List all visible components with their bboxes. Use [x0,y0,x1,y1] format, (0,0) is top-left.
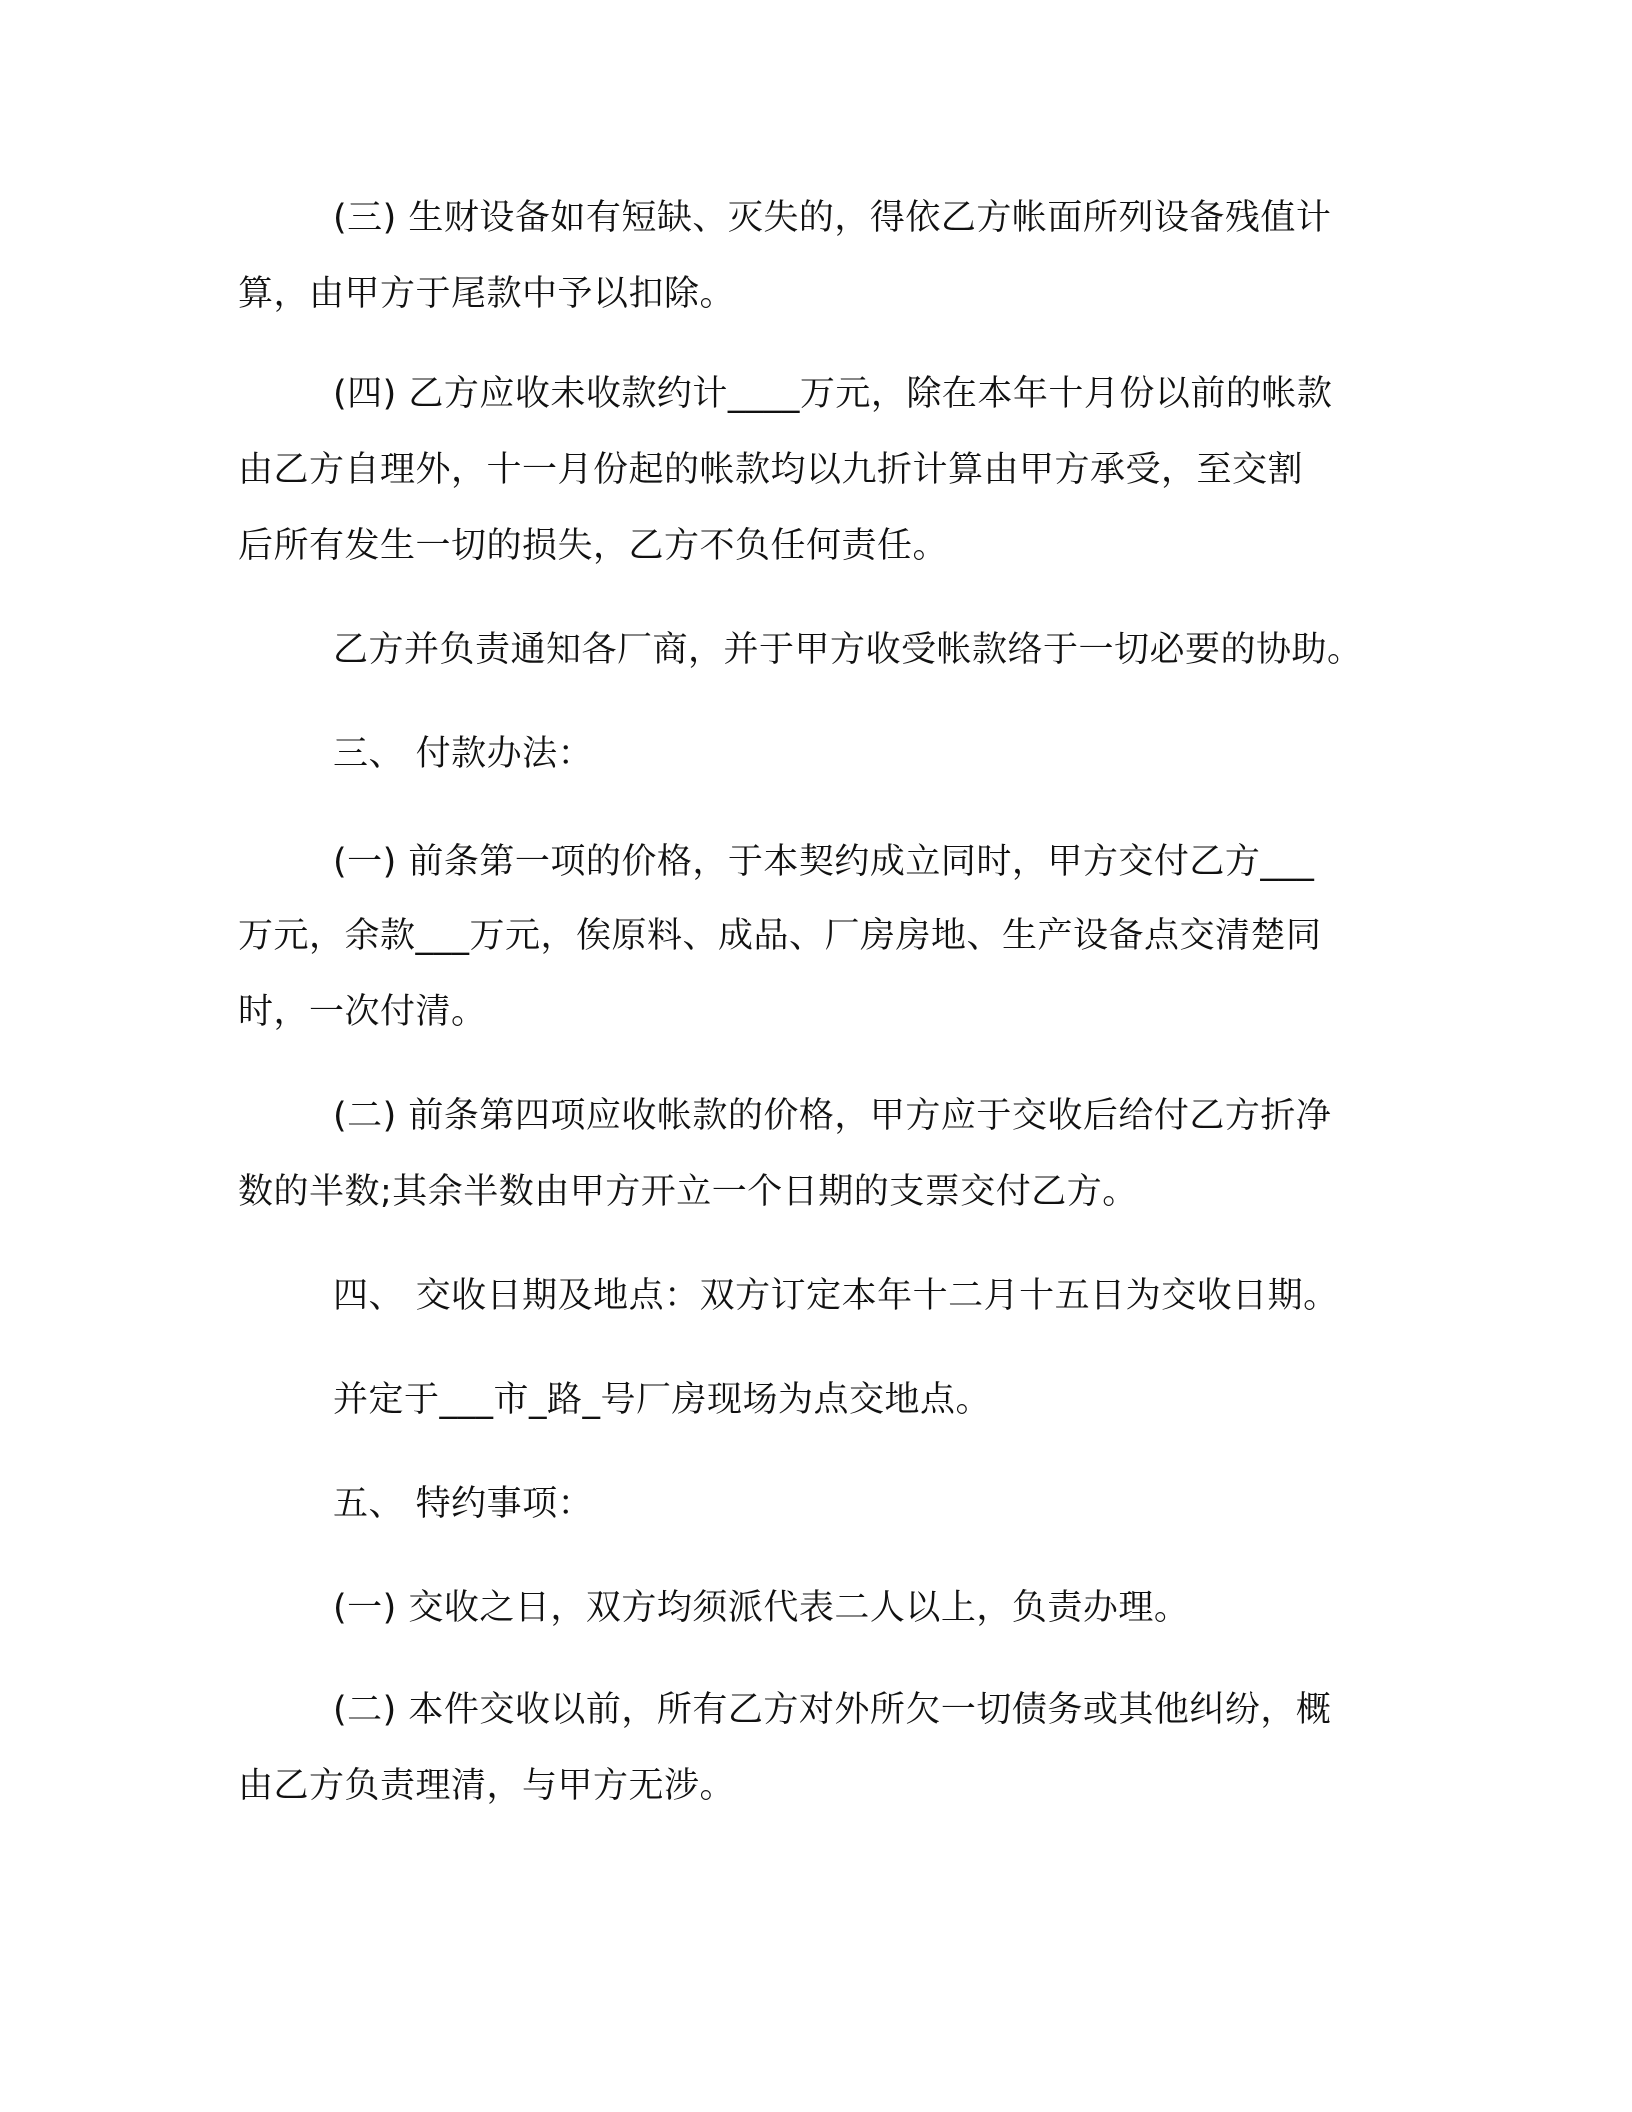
payment-item-2-line-1: (二) 前条第四项应收帐款的价格，甲方应于交收后给付乙方折净 [333,1096,1332,1136]
paragraph-4-line-3: 后所有发生一切的损失，乙方不负任何责任。 [238,526,949,566]
notify-paragraph: 乙方并负责通知各厂商，并于甲方收受帐款络于一切必要的协助。 [333,630,1363,670]
payment-item-1-line-1: (一) 前条第一项的价格，于本契约成立同时，甲方交付乙方___ [333,842,1315,882]
location-paragraph: 并定于___市_路_号厂房现场为点交地点。 [333,1380,992,1420]
paragraph-4-line-1: (四) 乙方应收未收款约计____万元，除在本年十月份以前的帐款 [333,374,1333,414]
section-5-heading: 五、 特约事项： [333,1484,594,1524]
special-item-1: (一) 交收之日，双方均须派代表二人以上，负责办理。 [333,1588,1190,1628]
special-item-2-line-2: 由乙方负责理清，与甲方无涉。 [238,1766,736,1806]
paragraph-3-line-1: (三) 生财设备如有短缺、灭失的，得依乙方帐面所列设备残值计 [333,198,1332,238]
payment-item-2-line-2: 数的半数;其余半数由甲方开立一个日期的支票交付乙方。 [238,1172,1138,1212]
special-item-2-line-1: (二) 本件交收以前，所有乙方对外所欠一切债务或其他纠纷，概 [333,1690,1332,1730]
section-4-heading: 四、 交收日期及地点：双方订定本年十二月十五日为交收日期。 [333,1276,1339,1316]
paragraph-3-line-2: 算，由甲方于尾款中予以扣除。 [238,274,736,314]
section-3-heading: 三、 付款办法： [333,734,594,774]
paragraph-4-line-2: 由乙方自理外，十一月份起的帐款均以九折计算由甲方承受，至交割 [238,450,1304,490]
payment-item-1-line-2: 万元，余款___万元，俟原料、成品、厂房房地、生产设备点交清楚同 [238,916,1322,956]
payment-item-1-line-3: 时，一次付清。 [238,992,487,1032]
